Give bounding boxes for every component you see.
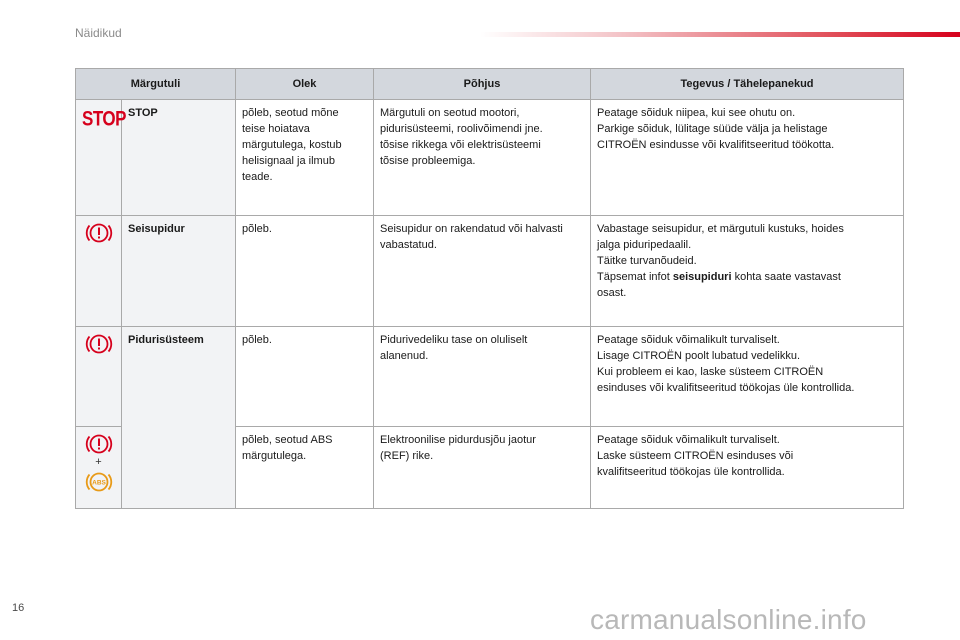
action-bold-text: seisupiduri	[672, 271, 732, 283]
action-line: Vabastage seisupidur, et märgutuli kustuks, hoides	[597, 223, 844, 235]
state-cell	[236, 427, 374, 509]
state-line: märgutulega.	[242, 450, 307, 462]
action-line: Parkige sõiduk, lülitage süüde välja ja helistage	[597, 123, 828, 135]
cause-line: Elektroonilise pidurdusjõu jaotur	[380, 434, 536, 446]
light-name: Pidurisüsteem	[122, 327, 236, 509]
cause-line: tõsise rikkega või elektrisüsteemi	[380, 139, 541, 151]
action-line: osast.	[597, 287, 627, 299]
brake-warning-icon	[84, 221, 114, 245]
cause-cell	[374, 100, 591, 216]
watermark: carmanualsonline.info	[590, 604, 867, 635]
column-header-warning-light: Märgutuli	[76, 69, 236, 100]
abs-warning-icon	[84, 470, 114, 494]
table-row-braking-system	[76, 327, 904, 427]
light-name: Seisupidur	[122, 216, 236, 327]
icon-cell-braking-system	[76, 327, 122, 427]
table-header-row	[76, 69, 904, 100]
action-line: Täitke turvanõudeid.	[597, 255, 697, 267]
cause-line: Seisupidur on rakendatud või halvasti	[380, 223, 563, 235]
icon-cell-parking-brake	[76, 216, 122, 327]
cause-cell	[374, 216, 591, 327]
state-line: teade.	[242, 171, 273, 183]
column-header-cause: Põhjus	[374, 69, 591, 100]
state-line: põleb, seotud mõne	[242, 107, 339, 119]
page-number: 16	[12, 602, 25, 614]
cause-line: alanenud.	[380, 350, 429, 362]
action-line: Peatage sõiduk võimalikult turvaliselt.	[597, 434, 780, 446]
cause-cell	[374, 327, 591, 427]
action-line: Laske süsteem CITROËN esinduses või	[597, 450, 794, 462]
light-name: STOP	[122, 100, 236, 216]
state-line: helisignaal ja ilmub	[242, 155, 335, 167]
cause-line: vabastatud.	[380, 239, 437, 251]
stop-icon: STOP	[82, 106, 126, 131]
state-line: põleb, seotud ABS	[242, 434, 333, 446]
action-line: jalga piduripedaalil.	[597, 239, 692, 251]
action-line: Peatage sõiduk niipea, kui see ohutu on.	[597, 107, 796, 119]
abs-label: ABS	[91, 479, 106, 487]
table-row-parking-brake	[76, 216, 904, 327]
action-line	[597, 269, 897, 285]
action-text: kohta saate vastavast	[731, 271, 841, 283]
column-header-action: Tegevus / Tähelepanekud	[591, 69, 904, 100]
state-line: märgutulega, kostub	[242, 139, 342, 151]
warning-lights-table	[75, 68, 904, 509]
state-line: teise hoiatava	[242, 123, 310, 135]
cause-line: tõsise probleemiga.	[380, 155, 476, 167]
state-cell: põleb.	[236, 216, 374, 327]
section-title: Näidikud	[75, 26, 122, 40]
column-header-state: Olek	[236, 69, 374, 100]
action-line: esinduses või kvalifitseeritud töökojas üle kontrollida.	[597, 382, 855, 394]
action-cell	[591, 427, 904, 509]
brake-warning-icon	[84, 432, 114, 456]
cause-cell	[374, 427, 591, 509]
action-cell	[591, 216, 904, 327]
state-cell	[236, 100, 374, 216]
action-cell	[591, 327, 904, 427]
plus-sign: +	[95, 456, 102, 468]
action-cell	[591, 100, 904, 216]
cause-line: Märgutuli on seotud mootori,	[380, 107, 520, 119]
action-line: CITROËN esindusse või kvalifitseeritud töökotta.	[597, 139, 835, 151]
cause-line: pidurisüsteemi, roolivõimendi jne.	[380, 123, 543, 135]
brake-warning-icon	[84, 332, 114, 356]
action-line: Lisage CITROËN poolt lubatud vedelikku.	[597, 350, 800, 362]
table-row-stop	[76, 100, 904, 216]
action-line: Peatage sõiduk võimalikult turvaliselt.	[597, 334, 780, 346]
cause-line: Pidurivedeliku tase on oluliselt	[380, 334, 528, 346]
header-accent-bar	[480, 32, 960, 37]
action-line: kvalifitseeritud töökojas üle kontrollida.	[597, 466, 785, 478]
cause-line: (REF) rike.	[380, 450, 434, 462]
action-text: Täpsemat infot	[597, 271, 673, 283]
state-cell: põleb.	[236, 327, 374, 427]
action-line: Kui probleem ei kao, laske süsteem CITROËN	[597, 366, 824, 378]
icon-cell-braking-abs	[76, 427, 122, 509]
icon-cell-stop	[76, 100, 126, 216]
